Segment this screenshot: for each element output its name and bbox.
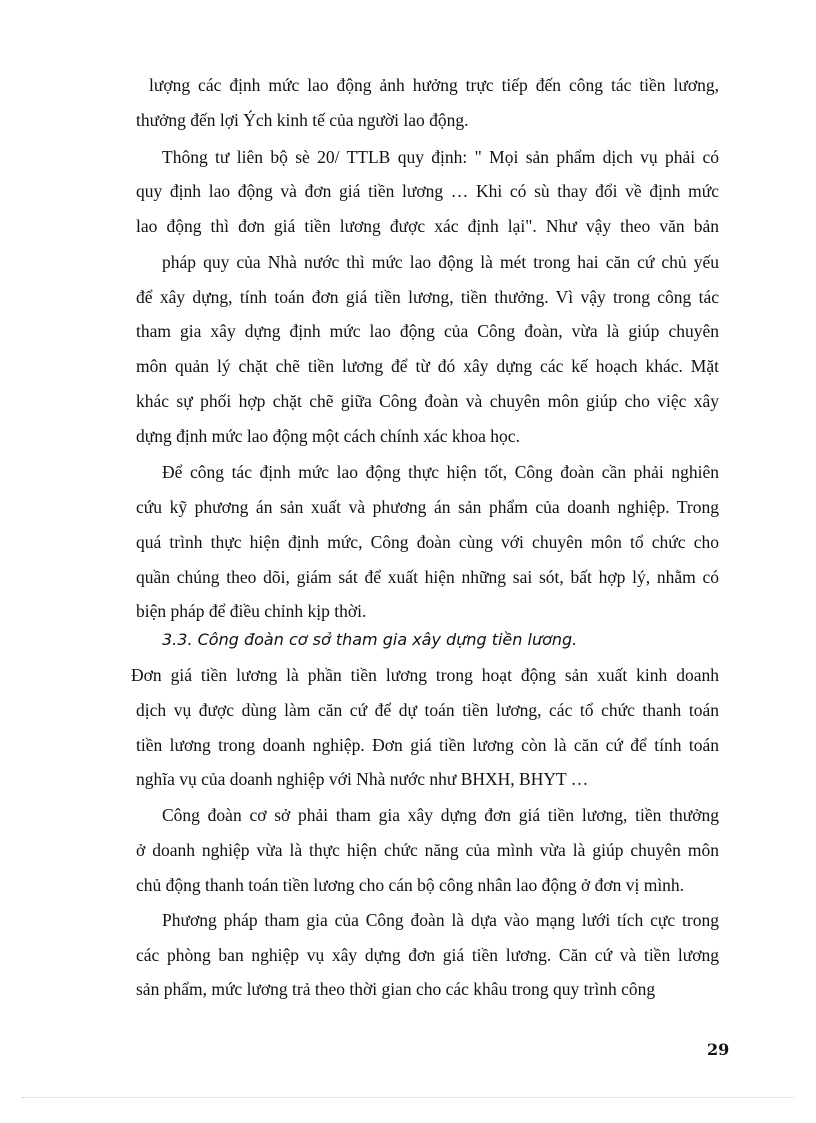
body-text-line: Đơn giá tiền lương là phần tiền lương trong hoạt động sản xuất kinh doanh [131, 665, 719, 685]
body-text-line: quần chúng theo dõi, giám sát để xuất hiện những sai sót, bất hợp lý, nhằm có [136, 567, 719, 587]
body-text-line: Công đoàn cơ sở phải tham gia xây dựng đơn giá tiền lương, tiền thưởng [162, 805, 719, 825]
body-text-line: Thông tư liên bộ sè 20/ TTLB quy định: " Mọi sản phẩm dịch vụ phải có [162, 147, 719, 167]
body-text-line: Để công tác định mức lao động thực hiện tốt, Công đoàn cần phải nghiên [162, 462, 719, 482]
body-text-line: sản phẩm, mức lương trả theo thời gian cho các khâu trong quy trình công [136, 979, 656, 999]
body-text-line: để xây dựng, tính toán đơn giá tiền lương, tiền thưởng. Vì vậy trong công tác [136, 287, 719, 307]
body-text-line: tiền lương trong doanh nghiệp. Đơn giá tiền lương còn là căn cứ để tính toán [136, 735, 719, 755]
body-text-line: biện pháp để điều chỉnh kịp thời. [136, 601, 367, 621]
body-text-line: quy định lao động và đơn giá tiền lương … Khi có sù thay đổi về định mức [136, 181, 719, 201]
body-text-line: Phương pháp tham gia của Công đoàn là dựa vào mạng lưới tích cực trong [162, 910, 719, 930]
body-text-line: chủ động thanh toán tiền lương cho cán bộ công nhân lao động ở đơn vị mình. [136, 875, 685, 895]
body-text-line: lao động thì đơn giá tiền lương được xác định lại". Như vậy theo văn bản [136, 216, 719, 236]
body-text-line: các phòng ban nghiệp vụ xây dựng đơn giá tiền lương. Căn cứ và tiền lương [136, 945, 719, 965]
section-heading: 3.3. Công đoàn cơ sở tham gia xây dựng tiền lương. [162, 630, 578, 649]
body-text-line: lượng các định mức lao động ảnh hưởng trực tiếp đến công tác tiền lương, [149, 75, 719, 95]
body-text-line: dịch vụ được dùng làm căn cứ để dự toán tiền lương, các tổ chức thanh toán [136, 700, 719, 720]
body-text-line: cứu kỹ phương án sản xuất và phương án sản phẩm của doanh nghiệp. Trong [136, 497, 719, 517]
body-text-line: khác sự phối hợp chặt chẽ giữa Công đoàn và chuyên môn giúp cho việc xây [136, 391, 719, 411]
body-text-line: môn quản lý chặt chẽ tiền lương để từ đó xây dựng các kế hoạch khác. Mặt [136, 356, 719, 376]
page-bottom-rule [22, 1097, 794, 1098]
body-text-line: quá trình thực hiện định mức, Công đoàn cùng với chuyên môn tổ chức cho [136, 532, 719, 552]
body-text-line: dựng định mức lao động một cách chính xác khoa học. [136, 426, 520, 446]
body-text-line: thưởng đến lợi Ých kinh tế của người lao động. [136, 110, 469, 130]
page-number: 29 [707, 1040, 730, 1059]
body-text-line: tham gia xây dựng định mức lao động của Công đoàn, vừa là giúp chuyên [136, 321, 719, 341]
body-text-line: nghĩa vụ của doanh nghiệp với Nhà nước như BHXH, BHYT … [136, 769, 589, 789]
body-text-line: pháp quy của Nhà nước thì mức lao động là mét trong hai căn cứ chủ yếu [162, 252, 719, 272]
body-text-line: ở doanh nghiệp vừa là thực hiện chức năng của mình vừa là giúp chuyên môn [136, 840, 719, 860]
